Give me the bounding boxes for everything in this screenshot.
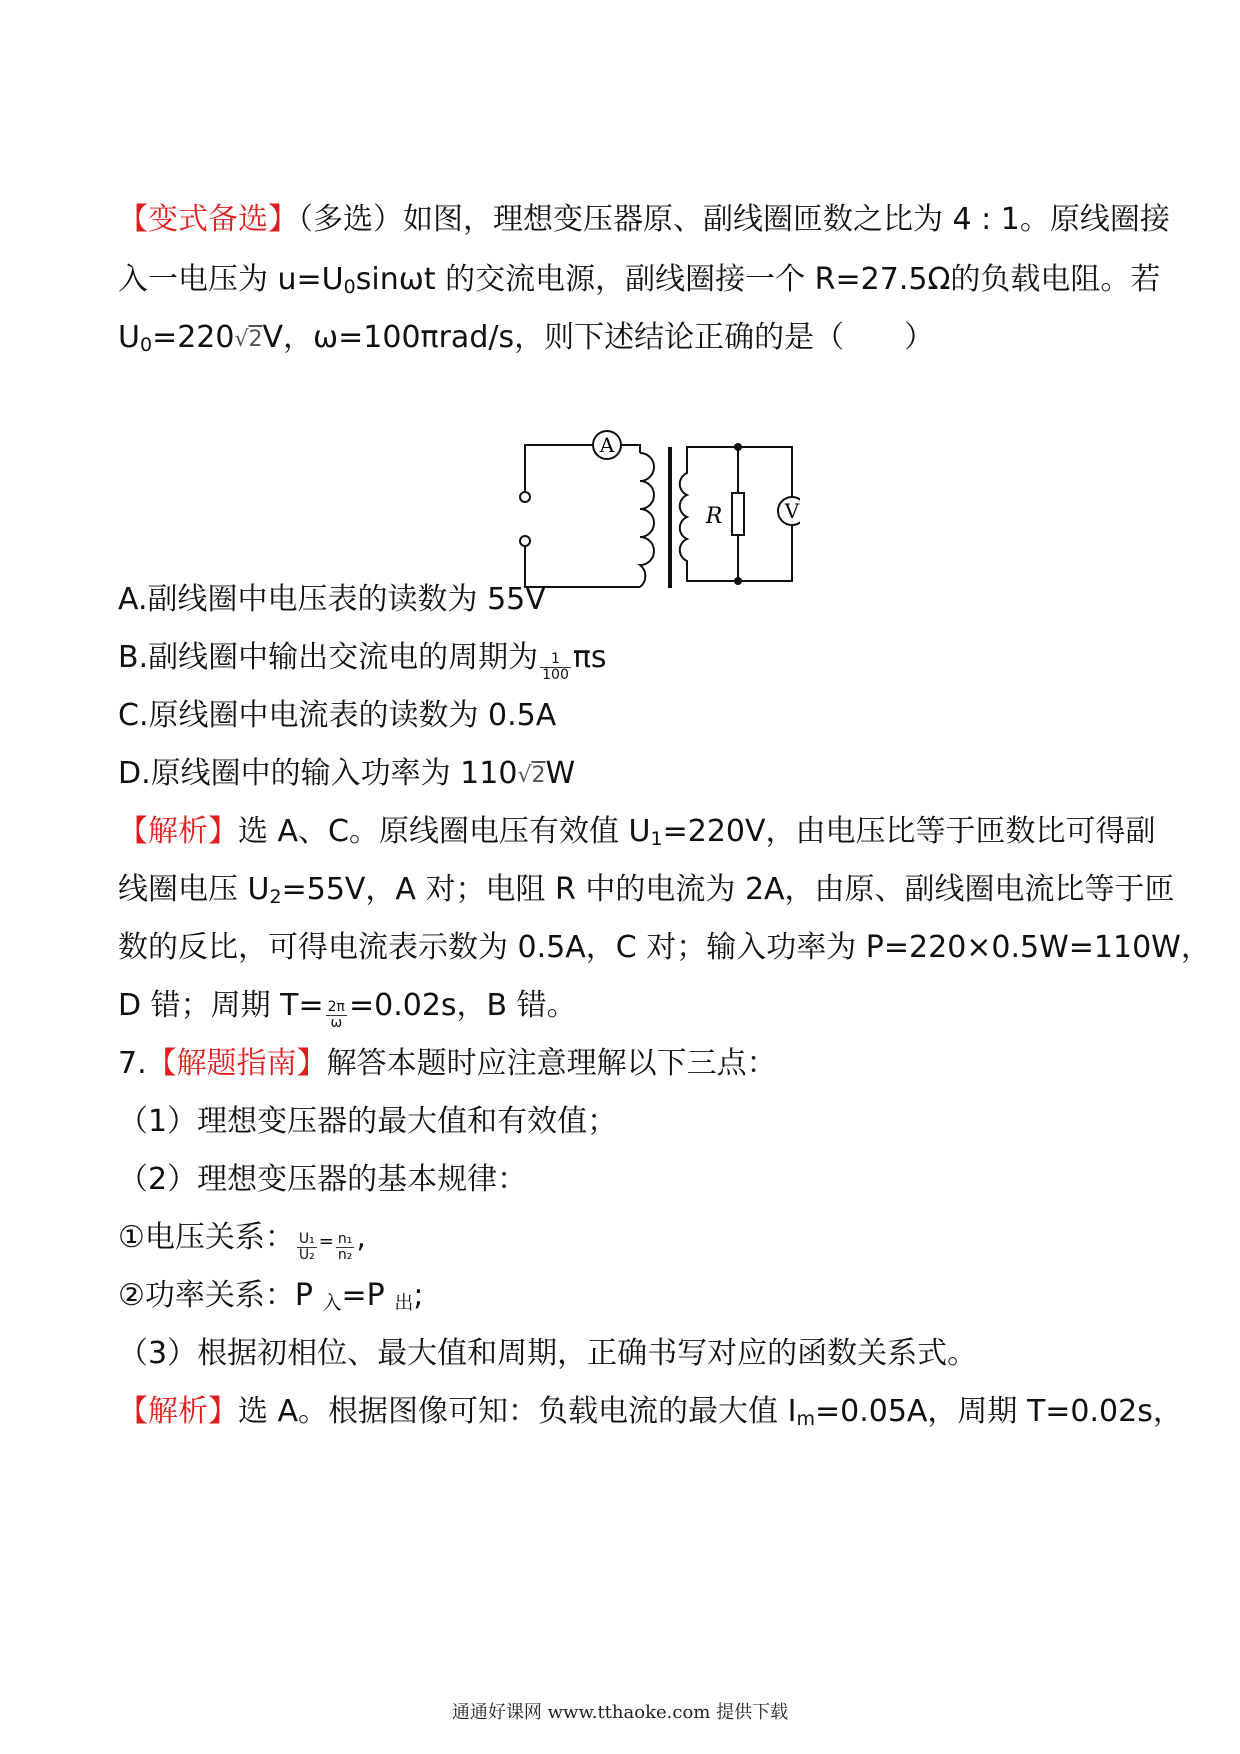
- analysis-text: 选 A。根据图像可知：负载电流的最大值 I: [238, 1394, 797, 1429]
- analysis-text: 线圈电压 U: [118, 872, 270, 907]
- q7-point-text: （3）根据初相位、最大值和周期，正确书写对应的函数关系式。: [118, 1336, 978, 1371]
- analysis-text: D 错；周期 T=: [118, 988, 324, 1023]
- analysis-text: 数的反比，可得电流表示数为 0.5A，C 对；输入功率为 P=220×0.5W=110W，: [118, 930, 1211, 965]
- question-text: sinωt 的交流电源，副线圈接一个 R=27.5Ω的负载电阻。若: [355, 262, 1161, 297]
- question-tag: 【变式备选】: [118, 202, 298, 237]
- primary-wire-top: [525, 445, 592, 483]
- analysis2-line-1: [118, 1392, 1183, 1439]
- question-text: =220: [152, 320, 235, 355]
- junction-dot-bottom: [734, 577, 742, 585]
- q7-point-1: [118, 1102, 617, 1142]
- question-line-2: [118, 260, 1160, 307]
- sqrt-radicand: 2: [531, 763, 546, 788]
- option-b-text: B.副线圈中输出交流电的周期为: [118, 640, 539, 675]
- option-a-text: A.副线圈中电压表的读数为 55V: [118, 582, 546, 617]
- fraction-numerator: n₁: [337, 1231, 353, 1247]
- subscript: 入: [322, 1292, 342, 1314]
- option-d: [118, 754, 575, 796]
- sqrt-radicand: 2: [248, 327, 263, 352]
- rule-text: ①电压关系：: [118, 1220, 295, 1255]
- option-c-text: C.原线圈中电流表的读数为 0.5A: [118, 698, 557, 733]
- rule-text: =P: [341, 1278, 395, 1313]
- fraction: [297, 1232, 317, 1263]
- fraction-numerator: U₁: [298, 1231, 315, 1247]
- question-text: U: [118, 320, 140, 355]
- subscript: 1: [650, 828, 663, 850]
- subscript: 0: [139, 334, 153, 356]
- q7-rule-2: [118, 1276, 423, 1323]
- sqrt-symbol: √2: [517, 763, 546, 788]
- fraction-denominator: U₂: [298, 1247, 315, 1263]
- primary-coil: [640, 453, 654, 587]
- q7-point-text: （1）理想变压器的最大值和有效值；: [118, 1104, 618, 1139]
- resistor-label: R: [705, 504, 723, 529]
- analysis-tag: 【解析】: [118, 814, 238, 849]
- fraction: [540, 652, 571, 683]
- question-intro: （多选）如图，理想变压器原、副线圈匝数之比为 4 : 1。原线圈接: [298, 202, 1170, 237]
- analysis-text: =0.05A，周期 T=0.02s，: [814, 1394, 1183, 1429]
- subscript: 0: [343, 276, 356, 298]
- sqrt-symbol: √2: [234, 327, 263, 352]
- option-b: [118, 638, 607, 683]
- analysis-text: =0.02s，B 错。: [348, 988, 577, 1023]
- q7-text: 解答本题时应注意理解以下三点：: [326, 1046, 777, 1081]
- analysis-line-3: [118, 928, 1211, 968]
- option-a: [118, 580, 546, 620]
- q7-point-3: [118, 1334, 977, 1374]
- option-d-text: W: [545, 756, 576, 791]
- q7-rule-1: [118, 1218, 366, 1263]
- ammeter-label: A: [599, 433, 615, 457]
- q7-point-text: （2）理想变压器的基本规律：: [118, 1162, 528, 1197]
- question-line-3: [118, 318, 934, 365]
- fraction-numerator: 1: [540, 652, 571, 668]
- page-footer: 通通好课网 www.tthaoke.com 提供下载: [451, 1702, 789, 1723]
- secondary-wire-top: [688, 447, 792, 497]
- question-line-1: [118, 200, 1170, 240]
- resistor-body: [732, 493, 744, 535]
- analysis-line-2: [118, 870, 1175, 917]
- input-terminal-top: [520, 492, 530, 502]
- input-terminal-bottom: [520, 536, 530, 546]
- fraction-denominator: n₂: [337, 1247, 353, 1263]
- question-text: V，ω=100πrad/s，则下述结论正确的是（ ）: [262, 320, 935, 355]
- analysis-text: 选 A、C。原线圈电压有效值 U: [238, 814, 651, 849]
- junction-dot-top: [734, 443, 742, 451]
- analysis-text: =55V，A 对；电阻 R 中的电流为 2A，由原、副线圈电流比等于匝: [281, 872, 1175, 907]
- rule-text: ②功率关系：P: [118, 1278, 323, 1313]
- voltmeter-label: V: [784, 499, 800, 523]
- subscript: m: [796, 1408, 815, 1430]
- secondary-wire-bottom: [688, 525, 792, 581]
- analysis-line-4: [118, 986, 577, 1031]
- q7-tag: 【解题指南】: [146, 1046, 327, 1081]
- analysis-text: =220V，由电压比等于匝数比可得副: [662, 814, 1156, 849]
- q7-number: 7.: [118, 1046, 147, 1081]
- rule-text: ,: [356, 1220, 366, 1255]
- secondary-coil: [680, 447, 690, 581]
- option-c: [118, 696, 556, 736]
- option-b-text: πs: [572, 640, 607, 675]
- rule-text: ;: [413, 1278, 424, 1313]
- subscript: 2: [269, 886, 282, 908]
- option-d-text: D.原线圈中的输入功率为 110: [118, 756, 518, 791]
- subscript: 出: [394, 1292, 414, 1314]
- q7-heading: [118, 1044, 777, 1084]
- fraction: [326, 1000, 347, 1031]
- analysis-tag: 【解析】: [118, 1394, 238, 1429]
- fraction: [336, 1232, 355, 1263]
- analysis-line-1: [118, 812, 1156, 859]
- fraction-denominator: 100: [542, 667, 569, 683]
- fraction-numerator: 2π: [327, 999, 345, 1015]
- equals-sign: =: [318, 1231, 334, 1252]
- primary-wire-top-right: [622, 445, 640, 453]
- question-text: 入一电压为 u=U: [118, 262, 344, 297]
- q7-point-2: [118, 1160, 527, 1200]
- fraction-denominator: ω: [330, 1015, 343, 1031]
